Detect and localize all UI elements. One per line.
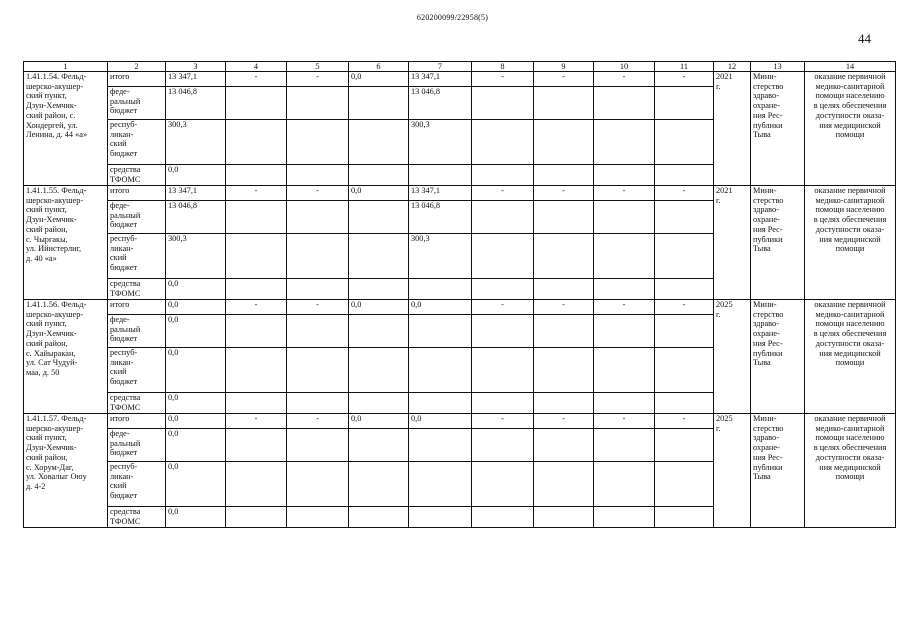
amount-cell [287, 279, 349, 300]
amount-cell: 13 046,8 [409, 201, 472, 234]
amount-cell: - [534, 414, 594, 429]
col-header: 14 [805, 62, 896, 72]
goal-cell: оказание первичной медико-санитарной помощи населению в целях обеспечения доступности оказа- ния медицинской помощи [805, 414, 896, 528]
page-number: 44 [858, 31, 871, 46]
executor-cell: Мини- стерство здраво- охране- ния Рес- публики Тыва [751, 186, 805, 300]
table-row [24, 300, 896, 315]
col-header: 7 [409, 62, 472, 72]
col-header: 12 [714, 62, 751, 72]
amount-cell: - [655, 414, 714, 429]
col-header: 9 [534, 62, 594, 72]
funding-source: средства ТФОМС [108, 279, 166, 300]
amount-cell [287, 234, 349, 279]
amount-cell [349, 165, 409, 186]
amount-cell [409, 315, 472, 348]
amount-cell [534, 393, 594, 414]
amount-cell: 13 347,1 [409, 72, 472, 87]
amount-cell: 0,0 [166, 279, 226, 300]
amount-cell [655, 348, 714, 393]
amount-cell [287, 462, 349, 507]
col-header: 13 [751, 62, 805, 72]
amount-cell [594, 279, 655, 300]
amount-cell [226, 279, 287, 300]
amount-cell [594, 201, 655, 234]
amount-cell [287, 348, 349, 393]
amount-cell [472, 165, 534, 186]
amount-cell: 0,0 [349, 72, 409, 87]
funding-source: средства ТФОМС [108, 393, 166, 414]
amount-cell [349, 462, 409, 507]
amount-cell: 300,3 [166, 120, 226, 165]
amount-cell: 0,0 [349, 414, 409, 429]
amount-cell [534, 462, 594, 507]
amount-cell [472, 87, 534, 120]
amount-cell [226, 120, 287, 165]
amount-cell [287, 120, 349, 165]
amount-cell: 0,0 [166, 393, 226, 414]
amount-cell [594, 507, 655, 528]
amount-cell: - [534, 186, 594, 201]
amount-cell [287, 201, 349, 234]
amount-cell: 13 046,8 [166, 201, 226, 234]
col-header: 4 [226, 62, 287, 72]
amount-cell [594, 393, 655, 414]
amount-cell [655, 429, 714, 462]
amount-cell: 0,0 [166, 429, 226, 462]
col-header: 8 [472, 62, 534, 72]
funding-source: респуб- ликан- ский бюджет [108, 120, 166, 165]
amount-cell: - [287, 300, 349, 315]
amount-cell [349, 315, 409, 348]
amount-cell [655, 507, 714, 528]
col-header: 6 [349, 62, 409, 72]
funding-source: итого [108, 72, 166, 87]
table-row [24, 414, 896, 429]
amount-cell [226, 201, 287, 234]
amount-cell [349, 87, 409, 120]
funding-source: итого [108, 414, 166, 429]
executor-cell: Мини- стерство здраво- охране- ния Рес- публики Тыва [751, 414, 805, 528]
amount-cell [349, 279, 409, 300]
amount-cell: - [287, 414, 349, 429]
amount-cell [472, 315, 534, 348]
amount-cell [534, 315, 594, 348]
amount-cell [472, 348, 534, 393]
project-name: 1.41.1.55. Фельд- шерско-акушер- ский пункт, Дзун-Хемчик- ский район, с. Чыргакы, ул. Ийистерлиг, д. 40 «а» [24, 186, 108, 300]
amount-cell: 0,0 [166, 462, 226, 507]
amount-cell: - [594, 414, 655, 429]
amount-cell: - [472, 186, 534, 201]
amount-cell [655, 234, 714, 279]
funding-source: итого [108, 300, 166, 315]
amount-cell: - [472, 414, 534, 429]
amount-cell: 300,3 [166, 234, 226, 279]
amount-cell [349, 429, 409, 462]
amount-cell [409, 462, 472, 507]
col-header: 10 [594, 62, 655, 72]
col-header: 5 [287, 62, 349, 72]
amount-cell [349, 393, 409, 414]
year-cell: 2021 г. [714, 186, 751, 300]
amount-cell: - [287, 186, 349, 201]
amount-cell: 13 347,1 [166, 72, 226, 87]
amount-cell [409, 429, 472, 462]
document-id: 620200099/22958(5) [416, 13, 489, 22]
amount-cell [226, 393, 287, 414]
amount-cell [655, 393, 714, 414]
amount-cell [226, 507, 287, 528]
amount-cell [594, 120, 655, 165]
amount-cell: - [655, 186, 714, 201]
amount-cell [655, 201, 714, 234]
amount-cell [594, 462, 655, 507]
funding-source: феде- ральный бюджет [108, 201, 166, 234]
executor-cell: Мини- стерство здраво- охране- ния Рес- публики Тыва [751, 72, 805, 186]
amount-cell: - [226, 186, 287, 201]
amount-cell [655, 120, 714, 165]
funding-source: респуб- ликан- ский бюджет [108, 462, 166, 507]
amount-cell: - [287, 72, 349, 87]
amount-cell [287, 429, 349, 462]
amount-cell [287, 165, 349, 186]
amount-cell: 300,3 [409, 234, 472, 279]
table-body [24, 72, 896, 528]
amount-cell [472, 201, 534, 234]
amount-cell [409, 348, 472, 393]
goal-cell: оказание первичной медико-санитарной помощи населению в целях обеспечения доступности оказа- ния медицинской помощи [805, 300, 896, 414]
amount-cell [349, 507, 409, 528]
amount-cell [349, 201, 409, 234]
amount-cell [226, 348, 287, 393]
amount-cell [226, 234, 287, 279]
funding-source: феде- ральный бюджет [108, 87, 166, 120]
amount-cell [594, 429, 655, 462]
amount-cell: - [534, 72, 594, 87]
amount-cell [349, 348, 409, 393]
amount-cell: 0,0 [166, 165, 226, 186]
amount-cell [349, 120, 409, 165]
amount-cell [534, 165, 594, 186]
amount-cell: - [226, 300, 287, 315]
executor-cell: Мини- стерство здраво- охране- ния Рес- публики Тыва [751, 300, 805, 414]
amount-cell: - [472, 300, 534, 315]
year-cell: 2021 г. [714, 72, 751, 186]
amount-cell [409, 279, 472, 300]
project-name: 1.41.1.56. Фельд- шерско-акушер- ский пункт, Дзун-Хемчик- ский район, с. Хайыракан, ул. Сат Чудуй- маа, д. 50 [24, 300, 108, 414]
funding-source: респуб- ликан- ский бюджет [108, 348, 166, 393]
amount-cell [534, 201, 594, 234]
amount-cell [594, 315, 655, 348]
col-header: 3 [166, 62, 226, 72]
amount-cell [226, 462, 287, 507]
amount-cell [226, 87, 287, 120]
amount-cell [409, 393, 472, 414]
amount-cell [226, 429, 287, 462]
amount-cell [655, 315, 714, 348]
amount-cell: 0,0 [409, 414, 472, 429]
amount-cell [349, 234, 409, 279]
amount-cell [655, 165, 714, 186]
amount-cell: - [534, 300, 594, 315]
amount-cell: 13 347,1 [409, 186, 472, 201]
amount-cell [594, 234, 655, 279]
amount-cell [409, 165, 472, 186]
goal-cell: оказание первичной медико-санитарной помощи населению в целях обеспечения доступности оказа- ния медицинской помощи [805, 186, 896, 300]
amount-cell [534, 348, 594, 393]
amount-cell [409, 507, 472, 528]
amount-cell [534, 87, 594, 120]
amount-cell [534, 507, 594, 528]
col-header: 1 [24, 62, 108, 72]
header-row [24, 62, 896, 72]
amount-cell [287, 87, 349, 120]
amount-cell: - [655, 72, 714, 87]
amount-cell [472, 429, 534, 462]
funding-source: итого [108, 186, 166, 201]
funding-source: средства ТФОМС [108, 507, 166, 528]
amount-cell: 0,0 [166, 507, 226, 528]
amount-cell [534, 429, 594, 462]
amount-cell [287, 315, 349, 348]
amount-cell: - [226, 414, 287, 429]
amount-cell: - [655, 300, 714, 315]
amount-cell: - [226, 72, 287, 87]
amount-cell [472, 393, 534, 414]
year-cell: 2025 г. [714, 300, 751, 414]
amount-cell [534, 120, 594, 165]
amount-cell [655, 279, 714, 300]
amount-cell [594, 165, 655, 186]
amount-cell: 13 046,8 [166, 87, 226, 120]
amount-cell: - [594, 72, 655, 87]
amount-cell [472, 507, 534, 528]
goal-cell: оказание первичной медико-санитарной помощи населению в целях обеспечения доступности оказа- ния медицинской помощи [805, 72, 896, 186]
amount-cell: - [472, 72, 534, 87]
amount-cell [594, 348, 655, 393]
amount-cell [472, 234, 534, 279]
col-header: 2 [108, 62, 166, 72]
amount-cell: 13 347,1 [166, 186, 226, 201]
amount-cell [226, 165, 287, 186]
funding-source: средства ТФОМС [108, 165, 166, 186]
amount-cell [472, 279, 534, 300]
amount-cell: 0,0 [349, 300, 409, 315]
project-name: 1.41.1.54. Фельд- шерско-акушер- ский пункт, Дзун-Хемчик- ский район, с. Хондергей, ул. Ленина, д. 44 «а» [24, 72, 108, 186]
amount-cell: 0,0 [349, 186, 409, 201]
table-row [24, 186, 896, 201]
amount-cell [226, 315, 287, 348]
budget-table [23, 61, 896, 528]
amount-cell: 300,3 [409, 120, 472, 165]
amount-cell [287, 393, 349, 414]
amount-cell: 0,0 [166, 414, 226, 429]
funding-source: феде- ральный бюджет [108, 315, 166, 348]
amount-cell [534, 279, 594, 300]
amount-cell [655, 87, 714, 120]
funding-source: респуб- ликан- ский бюджет [108, 234, 166, 279]
amount-cell [472, 462, 534, 507]
year-cell: 2025 г. [714, 414, 751, 528]
amount-cell: - [594, 300, 655, 315]
amount-cell: - [594, 186, 655, 201]
amount-cell: 13 046,8 [409, 87, 472, 120]
funding-source: феде- ральный бюджет [108, 429, 166, 462]
amount-cell [287, 507, 349, 528]
amount-cell [472, 120, 534, 165]
amount-cell: 0,0 [166, 300, 226, 315]
amount-cell: 0,0 [409, 300, 472, 315]
col-header: 11 [655, 62, 714, 72]
table-row [24, 72, 896, 87]
amount-cell [655, 462, 714, 507]
amount-cell: 0,0 [166, 315, 226, 348]
amount-cell: 0,0 [166, 348, 226, 393]
amount-cell [534, 234, 594, 279]
project-name: 1.41.1.57. Фельд- шерско-акушер- ский пункт, Дзун-Хемчик- ский район, с. Хорум-Даг, ул. Ховалыг Оюу д. 4-2 [24, 414, 108, 528]
amount-cell [594, 87, 655, 120]
